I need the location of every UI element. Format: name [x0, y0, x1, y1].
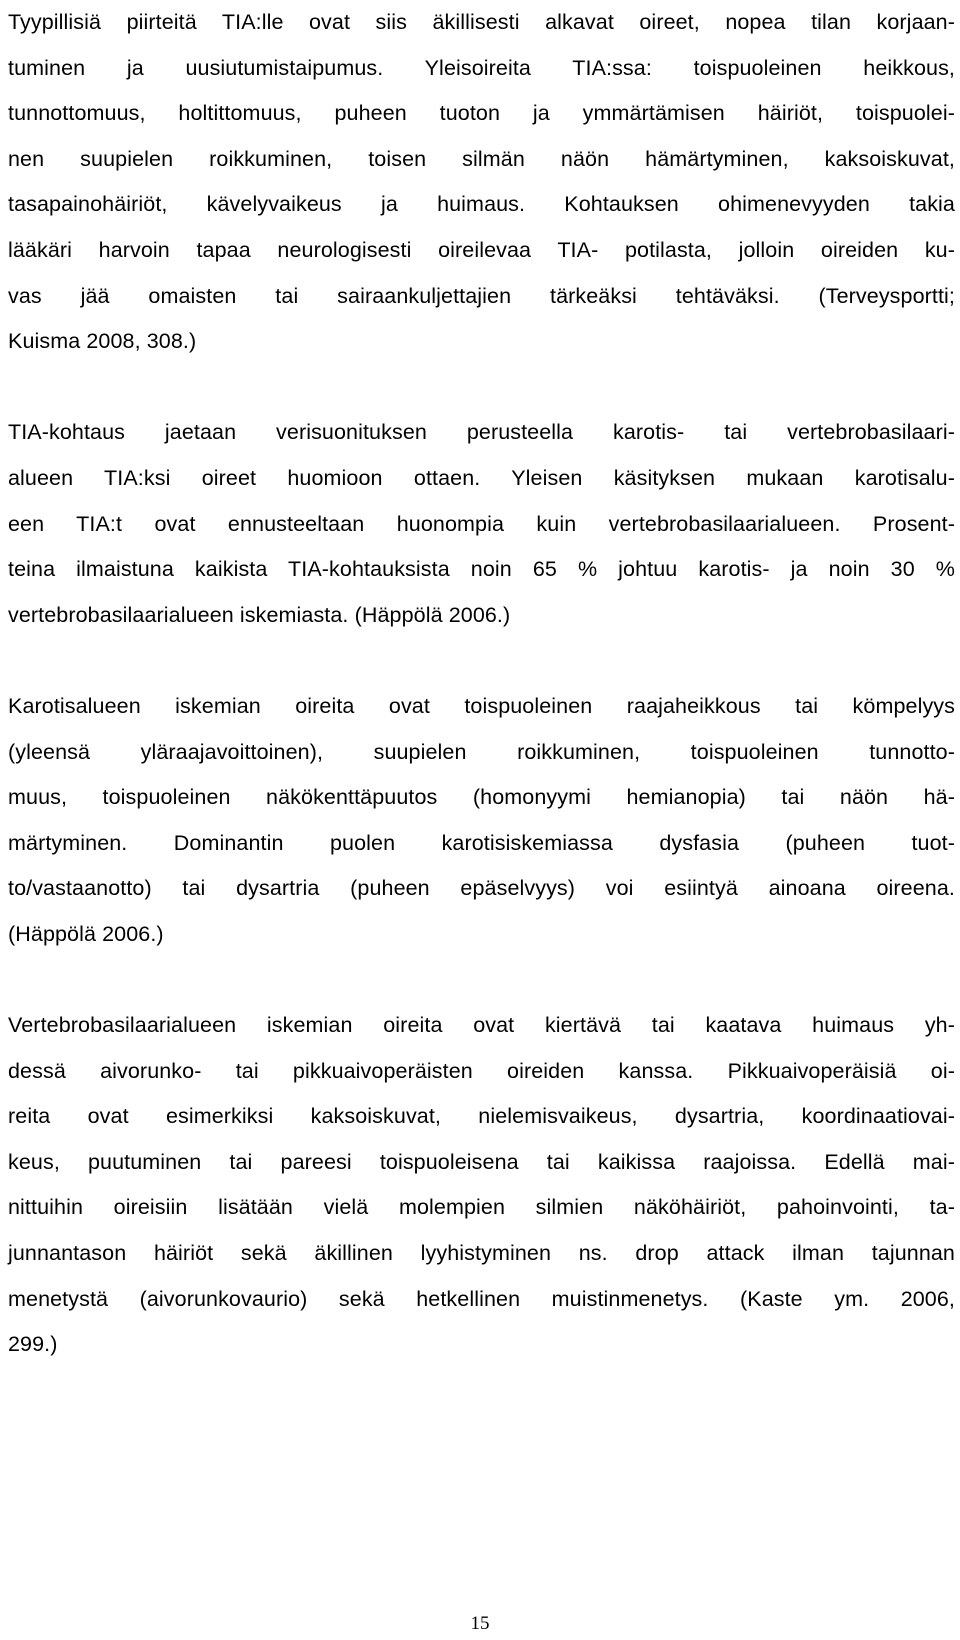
- text-line: Kuisma 2008, 308.): [8, 329, 197, 354]
- page-number: 15: [470, 1613, 490, 1634]
- text-line: lääkäri harvoin tapaa neurologisesti oireilevaa TIA- potilasta, jolloin oireiden ku-: [8, 237, 955, 262]
- text-line: nittuihin oireisiin lisätään vielä molempien silmien näköhäiriöt, pahoinvointi, ta-: [8, 1195, 955, 1220]
- text-line: muus, toispuoleinen näkökenttäpuutos (homonyymi hemianopia) tai näön hä-: [8, 785, 955, 810]
- text-line: teina ilmaistuna kaikista TIA-kohtauksista noin 65 % johtuu karotis- ja noin 30 %: [8, 557, 955, 582]
- text-line: tuminen ja uusiutumistaipumus. Yleisoireita TIA:ssa: toispuoleinen heikkous,: [8, 55, 955, 80]
- document-body: [8, 0, 955, 1368]
- text-line: nen suupielen roikkuminen, toisen silmän näön hämärtyminen, kaksoiskuvat,: [8, 146, 955, 171]
- text-line: vertebrobasilaarialueen iskemiasta. (Häppölä 2006.): [8, 602, 511, 627]
- text-line: vas jää omaisten tai sairaankuljettajien tärkeäksi tehtäväksi. (Terveysportti;: [8, 283, 955, 308]
- text-line: dessä aivorunko- tai pikkuaivoperäisten oireiden kanssa. Pikkuaivoperäisiä oi-: [8, 1058, 955, 1083]
- text-line: junnantason häiriöt sekä äkillinen lyyhistyminen ns. drop attack ilman tajunnan: [8, 1241, 955, 1266]
- paragraph-3: [8, 684, 955, 958]
- text-line: (Häppölä 2006.): [8, 921, 164, 946]
- text-line: TIA-kohtaus jaetaan verisuonituksen perusteella karotis- tai vertebrobasilaari-: [8, 420, 955, 445]
- text-line: alueen TIA:ksi oireet huomioon ottaen. Yleisen käsityksen mukaan karotisalu-: [8, 465, 955, 490]
- text-line: (yleensä yläraajavoittoinen), suupielen roikkuminen, toispuoleinen tunnotto-: [8, 739, 955, 764]
- paragraph-1: [8, 0, 955, 365]
- text-line: märtyminen. Dominantin puolen karotisiskemiassa dysfasia (puheen tuot-: [8, 830, 955, 855]
- text-line: tasapainohäiriöt, kävelyvaikeus ja huimaus. Kohtauksen ohimenevyyden takia: [8, 192, 955, 217]
- paragraph-2: [8, 410, 955, 638]
- text-line: tunnottomuus, holtittomuus, puheen tuoton ja ymmärtämisen häiriöt, toispuolei-: [8, 101, 955, 126]
- text-line: een TIA:t ovat ennusteeltaan huonompia kuin vertebrobasilaarialueen. Prosent-: [8, 511, 955, 536]
- paragraph-4: [8, 1003, 955, 1368]
- text-line: Karotisalueen iskemian oireita ovat toispuoleinen raajaheikkous tai kömpelyys: [8, 693, 955, 718]
- text-line: Vertebrobasilaarialueen iskemian oireita ovat kiertävä tai kaatava huimaus yh-: [8, 1013, 955, 1038]
- text-line: keus, puutuminen tai pareesi toispuoleisena tai kaikissa raajoissa. Edellä mai-: [8, 1149, 955, 1174]
- paragraph-spacer: [8, 365, 955, 411]
- paragraph-spacer: [8, 638, 955, 684]
- text-line: Tyypillisiä piirteitä TIA:lle ovat siis äkillisesti alkavat oireet, nopea tilan korjaan-: [8, 10, 955, 34]
- text-line: reita ovat esimerkiksi kaksoiskuvat, nielemisvaikeus, dysartria, koordinaatiovai-: [8, 1104, 955, 1129]
- paragraph-spacer: [8, 957, 955, 1003]
- text-line: to/vastaanotto) tai dysartria (puheen epäselvyys) voi esiintyä ainoana oireena.: [8, 876, 955, 901]
- text-line: menetystä (aivorunkovaurio) sekä hetkellinen muistinmenetys. (Kaste ym. 2006,: [8, 1286, 955, 1311]
- text-line: 299.): [8, 1332, 58, 1357]
